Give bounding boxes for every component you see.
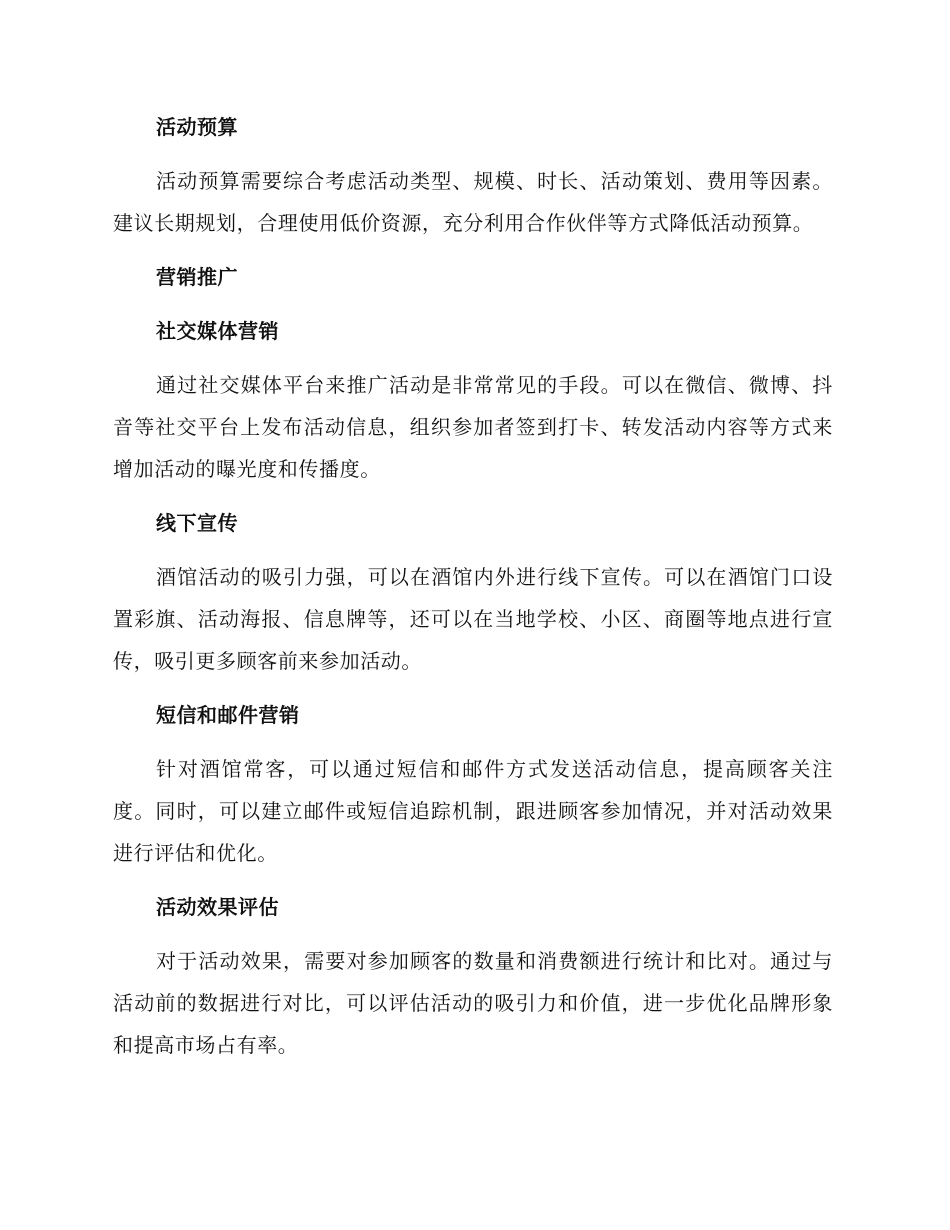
document-body <box>113 106 833 1078</box>
paragraph: 对于活动效果，需要对参加顾客的数量和消费额进行统计和比对。通过与活动前的数据进行对比，可以评估活动的吸引力和价值，进一步优化品牌形象和提高市场占有率。 <box>113 949 833 1057</box>
subsection-heading: 短信和邮件营销 <box>156 703 300 727</box>
subsection-heading: 线下宣传 <box>156 511 238 535</box>
paragraph: 活动预算需要综合考虑活动类型、规模、时长、活动策划、费用等因素。建议长期规划，合理使用低价资源，充分利用合作伙伴等方式降低活动预算。 <box>113 169 833 235</box>
subsection-heading: 社交媒体营销 <box>156 319 279 343</box>
paragraph: 酒馆活动的吸引力强，可以在酒馆内外进行线下宣传。可以在酒馆门口设置彩旗、活动海报、信息牌等，还可以在当地学校、小区、商圈等地点进行宣传，吸引更多顾客前来参加活动。 <box>113 565 833 673</box>
paragraph: 通过社交媒体平台来推广活动是非常常见的手段。可以在微信、微博、抖音等社交平台上发布活动信息，组织参加者签到打卡、转发活动内容等方式来增加活动的曝光度和传播度。 <box>113 373 833 481</box>
paragraph: 针对酒馆常客，可以通过短信和邮件方式发送活动信息，提高顾客关注度。同时，可以建立邮件或短信追踪机制，跟进顾客参加情况，并对活动效果进行评估和优化。 <box>113 757 833 865</box>
section-heading: 营销推广 <box>156 265 238 289</box>
section-heading: 活动效果评估 <box>156 895 279 919</box>
section-heading: 活动预算 <box>156 115 238 139</box>
